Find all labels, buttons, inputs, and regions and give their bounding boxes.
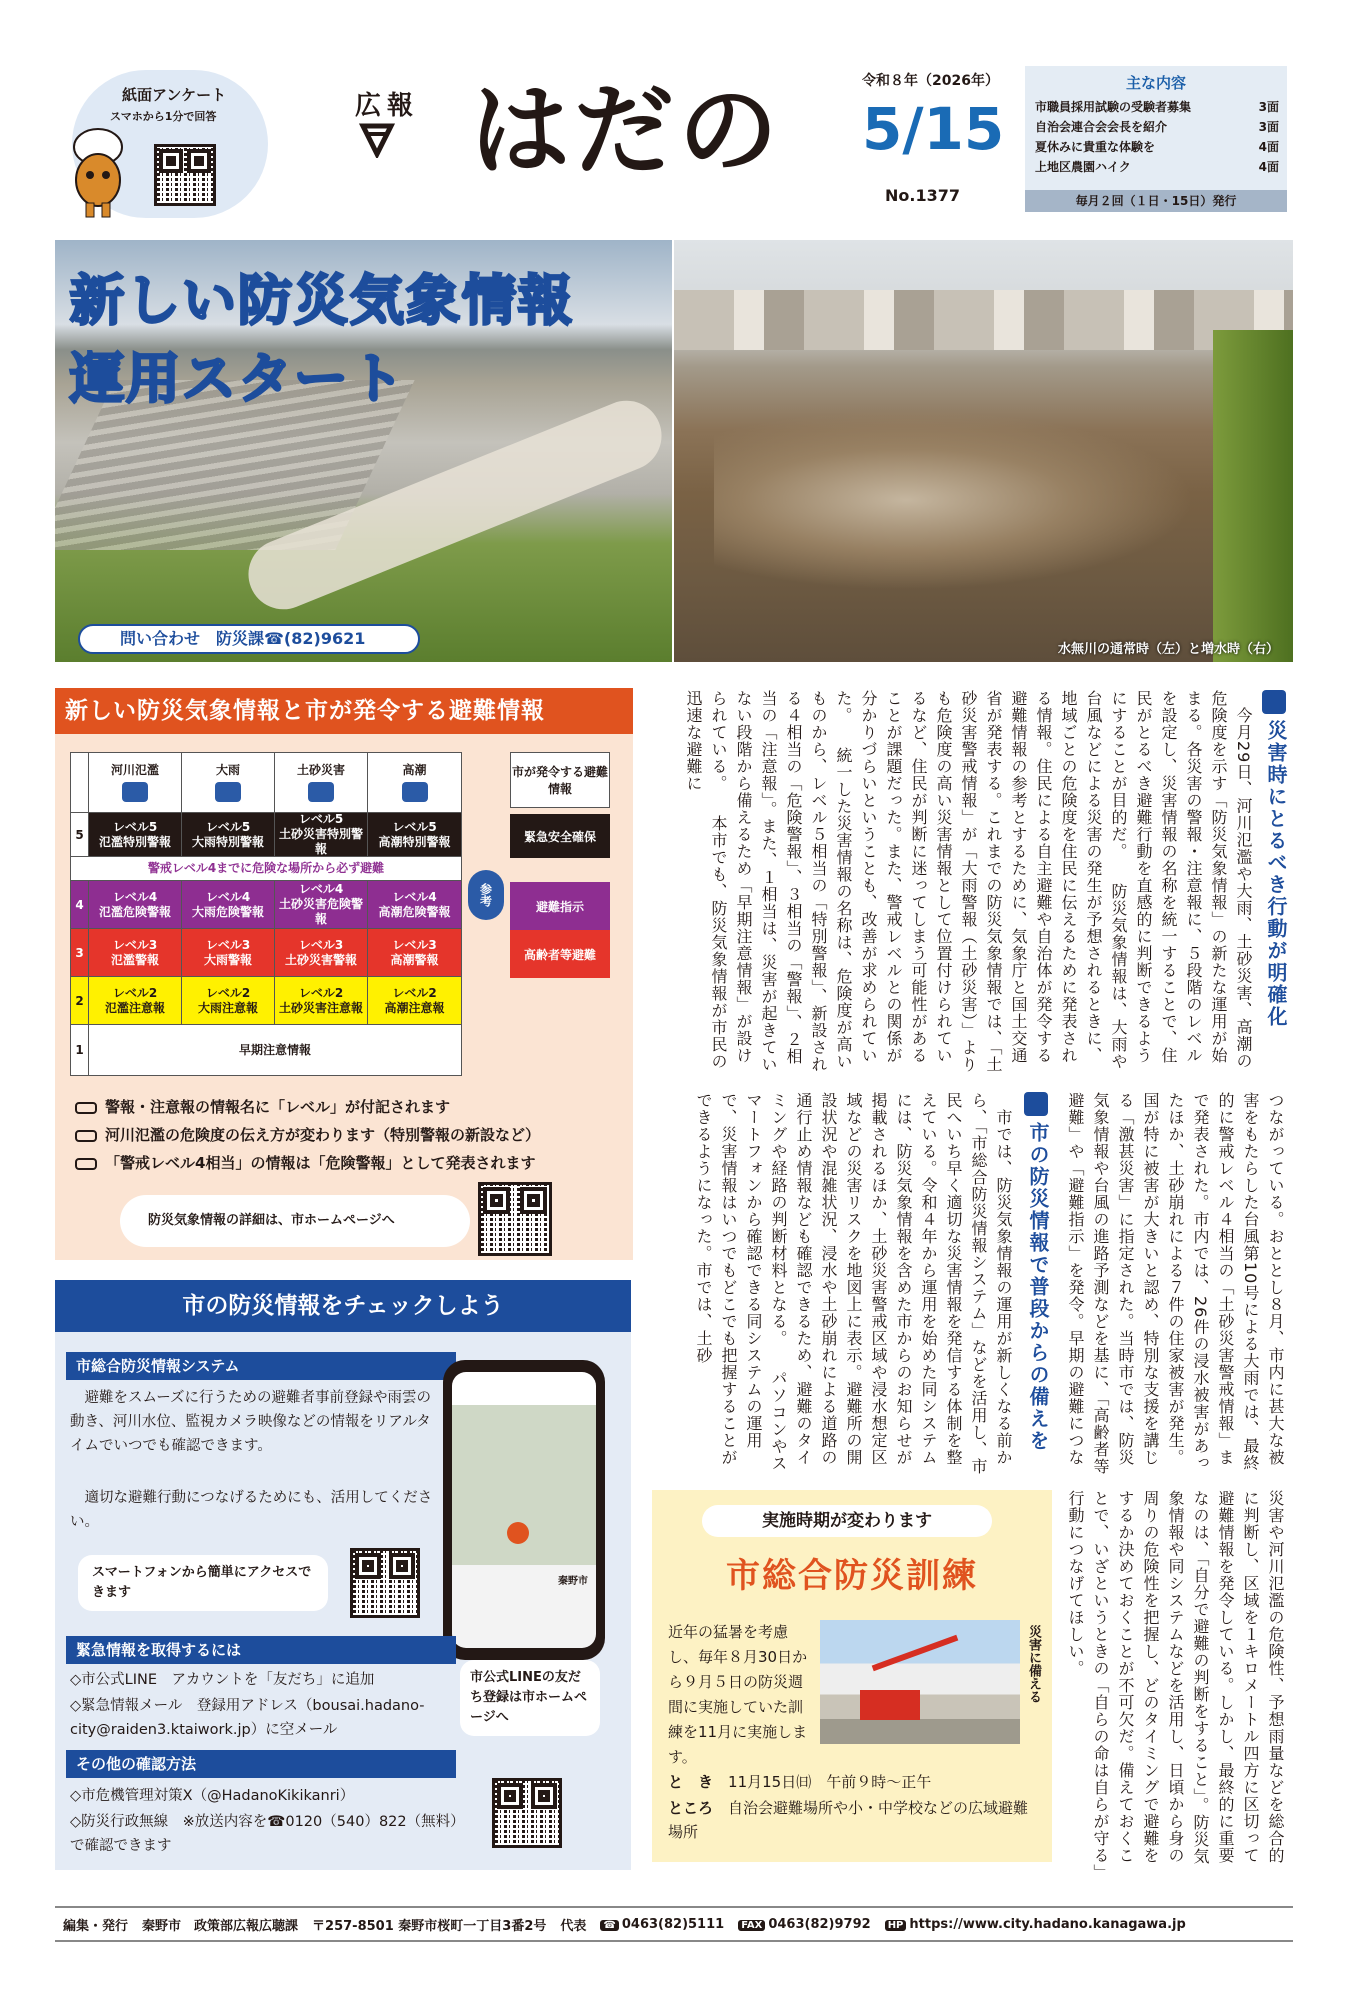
city-evacuation-item: 緊急安全確保: [510, 814, 610, 858]
drill-body: 近年の猛暑を考慮し、毎年８月30日から９月５日の防災週間に実施していた訓練を11月に実施します。: [668, 1623, 808, 1766]
emergency-line: ◇市公式LINE アカウントを「友だち」に追加: [70, 1672, 375, 1688]
level-cell: レベル2 大雨注意報: [182, 977, 275, 1025]
change-bullet: 「警戒レベル4相当」の情報は「危険警報」として発表されます: [75, 1152, 535, 1173]
city-evacuation-header: 市が発令する避難情報: [510, 752, 610, 808]
system-encourage: 適切な避難行動につなげるためにも、活用してください。: [70, 1490, 433, 1530]
level-cell: レベル3 高潮警報: [368, 929, 462, 977]
publisher-footer: [55, 1906, 1293, 1942]
level-cell: レベル4 土砂災害危険警報: [275, 881, 368, 929]
level-number: 2: [71, 977, 89, 1025]
contents-item: 市職員採用試験の受験者募集 3面: [1035, 100, 1279, 114]
header-river: 河川氾濫: [89, 753, 182, 813]
system-description: 避難をスムーズに行うための避難者事前登録や雨雲の動き、河川水位、監視カメラ映像などの情報をリアルタイムでいつでも確認できます。: [70, 1390, 432, 1454]
wave-icon: [402, 782, 428, 802]
level-number: 1: [71, 1025, 89, 1075]
weather-info-qr-code[interactable]: [478, 1182, 552, 1256]
issue-date: 5/15: [862, 95, 1005, 163]
access-note: スマートフォンから簡単にアクセスできます: [78, 1555, 328, 1611]
drill-photo: [820, 1620, 1020, 1744]
footer-org: 秦野市 政策部広報広聴課: [142, 1918, 299, 1934]
landslide-icon: [308, 782, 334, 802]
header-storm-surge: 高潮: [368, 753, 462, 813]
pointing-hand-icon: [75, 1158, 97, 1170]
level-cell: レベル5 大雨特別警報: [182, 813, 275, 857]
article-body-3: 市では、防災気象情報の運用が新しくなる前から、「市総合防災情報システム」などを活用し、市民へいち早く適切な災害情報を発信する体制を整えている。令和４年から運用を始めた同システムには、防災気象情報を含めた市からのお知らせが掲載されるほか、土砂災害警戒区域や浸水想定区域などの災害リスクを地図上に表示。避難所の開設状況や混雑状況、浸水や土砂崩れによる道路の通行止め情報なども確認できるため、避難のタイミングや経路の判断材料となる。 パソコンやスマートフォンから確認できる同システムの運用で、災害情報はいつでもどこでも把握することができるようになった。市では、土砂: [694, 1092, 1013, 1475]
map-pin-icon: [507, 1522, 529, 1544]
level-cell-early: 早期注意情報: [89, 1025, 462, 1075]
contents-item: 上地区農園ハイク 4面: [1035, 160, 1279, 174]
contents-item: 自治会連合会会長を紹介 3面: [1035, 120, 1279, 134]
change-bullet: 河川氾濫の危険度の伝え方が変わります（特別警報の新設など）: [75, 1124, 540, 1145]
issue-number: No.1377: [885, 186, 960, 205]
emergency-subhead: 緊急情報を取得するには: [66, 1636, 456, 1664]
rain-icon: [215, 782, 241, 802]
survey-title: 紙面アンケート: [122, 86, 227, 104]
masthead-title: はだの: [470, 71, 782, 189]
other-subhead: その他の確認方法: [66, 1750, 456, 1778]
level-cell: レベル5 土砂災害特別警報: [275, 813, 368, 857]
system-qr-code[interactable]: [350, 1548, 420, 1618]
inquiry-contact: 問い合わせ 防災課☎(82)9621: [78, 624, 420, 654]
level-number: 4: [71, 881, 89, 929]
change-bullet: 警報・注意報の情報名に「レベル」が付記されます: [75, 1096, 450, 1117]
article-body-1: 今月29日、河川氾濫や大雨、土砂災害、高潮の危険度を示す「防災気象情報」の新たな運用が始まる。各災害の警報・注意報に、５段階のレベルを設定し、災害情報の名称を統一することで、住民がとるべき避難行動を直感的に判断できるようにすることが目的だ。 防災気象情報は、大雨や台風などによる災害の発生が予想されるときに、地域ごとの危険度を住民に伝えるために発表される情報。住民による自主避難や自治体が発令する避難情報の参考とするために、気象庁と国土交通省が発表する。これまでの防災気象情報では、「土砂災害警戒情報」が「大雨警報（土砂災害）」よりも危険度の高い災害情報として位置付けられているなど、住民が判断に迷ってしまう可能性があることが課題だった。また、警戒レベルとの関係が分かりづらいということも、改善が求められていた。 統一した災害情報の名称は、危険度が高いものから、レベル５相当の「特別警報」、新設される４相当の「危険警報」、３相当の「警報」、２相当の「注意報」。また、１相当は、災害が起きていない段階から備えるため「早期注意情報」が設けられている。 本市でも、防災気象情報が市民の迅速な避難に: [684, 690, 1253, 1073]
footer-rep: 代表: [560, 1918, 587, 1934]
footer-url[interactable]: HP https://www.city.hadano.kanagawa.jp: [885, 1917, 1186, 1932]
line-homepage-note: 市公式LINEの友だち登録は市ホームページへ: [460, 1660, 600, 1736]
footer-label: 編集・発行: [63, 1918, 129, 1934]
pointing-hand-icon: [75, 1102, 97, 1114]
survey-subtitle: スマホから1分で回答: [110, 110, 217, 123]
running-person-icon: [1262, 690, 1286, 714]
contents-box: [1025, 66, 1287, 212]
map-screen: [452, 1372, 596, 1648]
mascot-illustration: [68, 125, 130, 220]
issue-era: 令和８年（2026年）: [862, 73, 999, 89]
level-cell: レベル2 高潮注意報: [368, 977, 462, 1025]
article-body-4: 災害や河川氾濫の危険性、予想雨量などを総合的に判断し、区域を１キロメートル四方に区切って避難情報を発令している。しかし、最終的に重要なのは、「自分で避難の判断をすること」。防災気象情報や同システムなどを活用し、日頃から身の周りの危険性を把握し、どのタイミングで避難をするか決めておくことが不可欠だ。備えておくことで、いざというときの「自らの命は自らが守る」行動につなげてほしい。: [1066, 1490, 1285, 1873]
level-cell: レベル3 氾濫警報: [89, 929, 182, 977]
city-evacuation-item: 高齢者等避難: [510, 930, 610, 978]
level-cell: レベル4 大雨危険警報: [182, 881, 275, 929]
city-info-title: 市の防災情報をチェックしよう: [55, 1280, 631, 1332]
contents-heading: 主な内容: [1125, 74, 1186, 92]
running-person-icon: [1024, 1092, 1048, 1116]
evacuation-band: 警戒レベル4までに危険な場所から必ず避難: [71, 857, 462, 881]
level-cell: レベル3 大雨警報: [182, 929, 275, 977]
map-city-label: 秦野市: [558, 1576, 588, 1587]
level-cell: レベル2 氾濫注意報: [89, 977, 182, 1025]
other-x-account: ◇市危機管理対策X（@HadanoKikikanri）: [70, 1788, 355, 1804]
photo-caption: 水無川の通常時（左）と増水時（右）: [1058, 642, 1280, 657]
drill-side-label: 災害に備える: [1026, 1625, 1041, 1703]
article-body-2: つながっている。おととし８月、市内に甚大な被害をもたらした台風第10号による大雨では、最終的に警戒レベル４相当の「土砂災害警戒情報」まで発表された。市内では、26件の浸水被害があったほか、土砂崩れによる７件の住家被害が発生。国が特に被害が大きいと認め、特別な支援を講じる「激甚災害」に指定された。当時市では、防災気象情報や台風の進路予測などを基に、「高齢者等避難」や「避難指示」を発令。早期の避難につな: [1066, 1092, 1285, 1475]
level-cell: レベル5 氾濫特別警報: [89, 813, 182, 857]
article-heading-1: 災害時にとるべき行動が明確化: [1264, 720, 1288, 1028]
river-flood-photo: [674, 240, 1293, 662]
hero-title: 新しい防災気象情報: [70, 269, 574, 332]
survey-qr-code[interactable]: [154, 144, 216, 206]
drill-when: と き 11月15日㈰ 午前９時～正午: [668, 1773, 932, 1791]
city-evacuation-item: 避難指示: [510, 882, 610, 930]
homepage-icon: HP: [885, 1920, 907, 1931]
line-qr-code[interactable]: [492, 1778, 562, 1848]
house-flood-icon: [122, 782, 148, 802]
warning-level-table: [70, 752, 462, 1076]
level-cell: レベル5 高潮特別警報: [368, 813, 462, 857]
fax-icon: FAX: [738, 1920, 765, 1931]
contents-item: 夏休みに貴重な体験を 4面: [1035, 140, 1279, 154]
pointing-hand-icon: [75, 1130, 97, 1142]
header-landslide: 土砂災害: [275, 753, 368, 813]
publication-frequency: 毎月２回（１日・15日）発行: [1025, 190, 1287, 212]
drill-where: ところ 自治会避難場所や小・中学校などの広域避難場所: [668, 1799, 1029, 1841]
footer-tel: ☎ 0463(82)5111: [600, 1917, 724, 1932]
detail-homepage-note: 防災気象情報の詳細は、市ホームページへ: [120, 1195, 470, 1247]
masthead-small-label: 広報: [355, 91, 420, 121]
emergency-mail: ◇緊急情報メール 登録用アドレス（bousai.hadano-city@raiden3.ktaiwork.jp）に空メール: [70, 1698, 425, 1738]
level-number: 5: [71, 813, 89, 857]
footer-fax: FAX 0463(82)9792: [738, 1917, 870, 1932]
article-heading-2: 市の防災情報で普段からの備えを: [1026, 1122, 1050, 1452]
level-cell: レベル2 土砂災害注意報: [275, 977, 368, 1025]
header-rain: 大雨: [182, 753, 275, 813]
level-cell: レベル3 土砂災害警報: [275, 929, 368, 977]
level-cell: レベル4 氾濫危険警報: [89, 881, 182, 929]
system-subhead: 市総合防災情報システム: [66, 1352, 456, 1380]
drill-title: 市総合防災訓練: [726, 1556, 978, 1596]
smartphone-mockup: [443, 1360, 605, 1660]
phone-icon: ☎: [600, 1920, 618, 1931]
footer-address: 〒257-8501 秦野市桜町一丁目3番2号: [312, 1918, 547, 1934]
city-evacuation-info: [472, 752, 612, 992]
level-number: 3: [71, 929, 89, 977]
hero-subtitle: 運用スタート: [70, 347, 406, 410]
city-emblem-icon: [357, 118, 397, 158]
reference-arrow: 参考: [468, 870, 504, 920]
other-radio: ◇防災行政無線 ※放送内容を☎0120（540）822（無料）で確認できます: [70, 1814, 458, 1854]
level-cell: レベル4 高潮危険警報: [368, 881, 462, 929]
weather-info-title: 新しい防災気象情報と市が発令する避難情報: [55, 688, 633, 734]
drill-schedule-change: 実施時期が変わります: [702, 1505, 992, 1537]
